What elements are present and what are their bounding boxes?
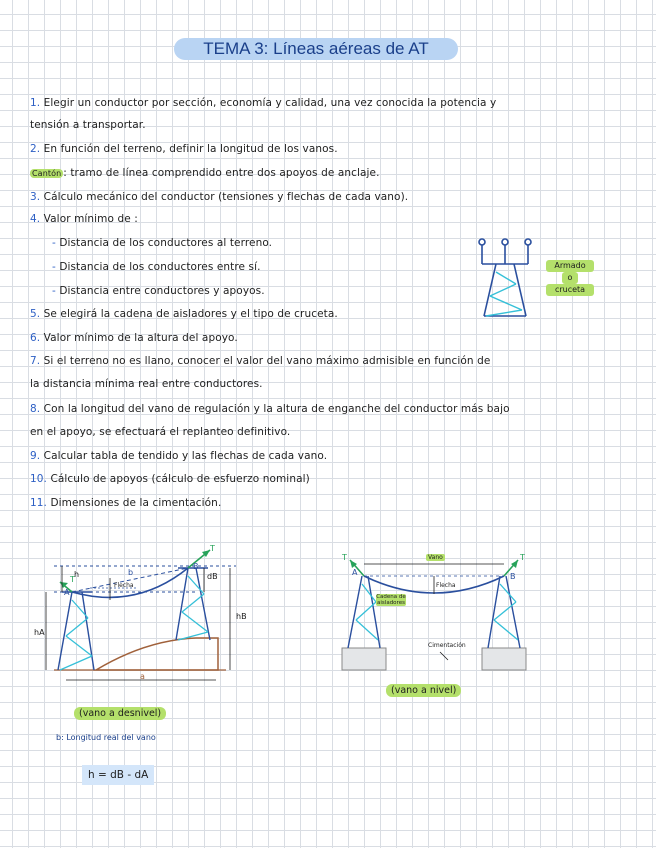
h-label: h (74, 570, 80, 579)
caption-vano-nivel: (vano a nivel) (386, 684, 461, 697)
list-item: 7. Si el terreno no es llano, conocer el valor del vano máximo admisible en función de (30, 355, 491, 367)
list-item: en el apoyo, se efectuará el replanteo definitivo. (30, 426, 291, 438)
list-item: 4. Valor mínimo de : (30, 213, 138, 225)
list-item: 10. Cálculo de apoyos (cálculo de esfuerzo nominal) (30, 473, 310, 485)
cruceta-tower-sketch (470, 232, 550, 324)
hb-label: hB (236, 612, 247, 621)
point-a2-label: A (352, 568, 358, 577)
highlight-label: Cantón (32, 169, 62, 178)
flecha-label: Flecha (114, 582, 134, 589)
list-item: 8. Con la longitud del vano de regulación y la altura de enganche del conductor más bajo (30, 403, 510, 415)
armado-label: Armado o cruceta (546, 260, 594, 296)
point-a-label: A (64, 588, 70, 597)
a-label: a (140, 672, 145, 681)
db-label: dB (207, 572, 218, 581)
list-item: 11. Dimensiones de la cimentación. (30, 497, 222, 509)
list-item: 3. Cálculo mecánico del conductor (tensiones y flechas de cada vano). (30, 191, 409, 203)
list-item: la distancia mínima real entre conductores. (30, 378, 263, 390)
point-b-label: B (193, 562, 199, 571)
cimentacion-label: Cimentación (428, 642, 466, 649)
page-title: TEMA 3: Líneas aéreas de AT (174, 38, 458, 60)
tension-label-a: T (70, 575, 75, 584)
ha-label: hA (34, 628, 45, 637)
list-item: - Distancia entre conductores y apoyos. (52, 285, 265, 297)
list-item: 6. Valor mínimo de la altura del apoyo. (30, 332, 238, 344)
formula-box: h = dB - dA (82, 765, 154, 785)
diagram-vano-nivel (336, 548, 536, 676)
b-label: b (128, 568, 134, 577)
list-item: 9. Calcular tabla de tendido y las flechas de cada vano. (30, 450, 328, 462)
tension-label-a2: T (342, 553, 347, 562)
list-item: - Distancia de los conductores al terreno. (52, 237, 273, 249)
tension-label-b: T (210, 544, 215, 553)
diagram-vano-desnivel (26, 540, 256, 690)
point-b2-label: B (510, 572, 516, 581)
vano-label: Vano (428, 554, 443, 561)
tension-label-b2: T (520, 553, 525, 562)
list-item: 5. Se elegirá la cadena de aisladores y el tipo de cruceta. (30, 308, 338, 320)
list-item: - Distancia de los conductores entre sí. (52, 261, 261, 273)
flecha2-label: Flecha (436, 582, 456, 589)
list-item: tensión a transportar. (30, 119, 146, 131)
list-item: Cantón : tramo de línea comprendido entre dos apoyos de anclaje. (32, 167, 380, 179)
list-item: 2. En función del terreno, definir la longitud de los vanos. (30, 143, 338, 155)
b-note: b: Longitud real del vano (56, 733, 156, 742)
caption-vano-desnivel: (vano a desnivel) (74, 707, 166, 720)
list-item: 1. Elegir un conductor por sección, economía y calidad, una vez conocida la potencia y (30, 97, 497, 109)
cadena-label: Cadena de aisladores (376, 594, 406, 606)
